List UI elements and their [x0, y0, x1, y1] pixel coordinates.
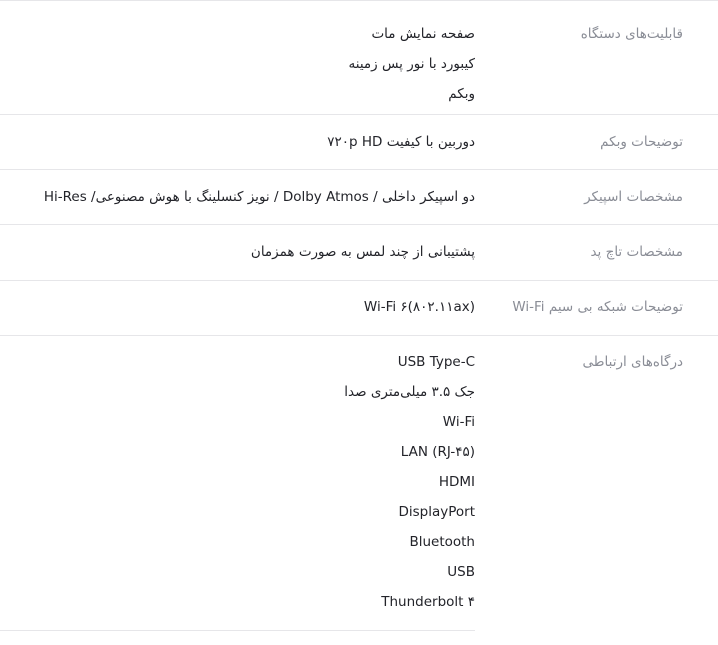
spec-value: Thunderbolt ۴	[381, 594, 475, 610]
spec-value: LAN (RJ-۴۵)	[400, 444, 475, 460]
spec-value: صفحه نمایش مات	[371, 26, 475, 42]
spec-values	[0, 127, 475, 157]
spec-row-webcam	[0, 115, 718, 170]
spec-value: کیبورد با نور پس زمینه	[348, 56, 475, 72]
spec-value: دوربین با کیفیت ۷۲۰p HD	[327, 134, 475, 150]
spec-value: دو اسپیکر داخلی / Dolby Atmos / نویز کنسلینگ با هوش مصنوعی/ Hi-Res	[43, 189, 475, 205]
spec-values	[0, 292, 475, 322]
spec-row-speaker	[0, 170, 718, 225]
spec-row-ports	[0, 336, 718, 631]
spec-label: توضیحات شبکه بی سیم Wi-Fi	[512, 299, 683, 315]
spec-label: مشخصات اسپیکر	[584, 189, 683, 205]
spec-row-touchpad	[0, 225, 718, 281]
spec-value: HDMI	[438, 474, 475, 490]
spec-value: USB Type-C	[397, 354, 475, 370]
spec-values	[0, 237, 475, 267]
spec-row-device-features	[0, 0, 718, 115]
spec-value: پشتیبانی از چند لمس به صورت همزمان	[250, 244, 475, 260]
spec-value: Wi-Fi ۶(۸۰۲.۱۱ax)	[363, 299, 475, 315]
spec-row-wifi	[0, 281, 718, 336]
spec-value: Bluetooth	[409, 534, 475, 550]
spec-value: وبکم	[448, 86, 475, 102]
spec-values	[0, 347, 475, 617]
spec-label: قابلیت‌های دستگاه	[580, 26, 683, 42]
spec-label: مشخصات تاچ پد	[590, 244, 683, 260]
spec-values	[0, 182, 475, 212]
spec-value: Wi-Fi	[442, 414, 475, 430]
spec-value: USB	[447, 564, 475, 580]
spec-label: درگاه‌های ارتباطی	[582, 354, 683, 370]
spec-value: جک ۳.۵ میلی‌متری صدا	[344, 384, 475, 400]
spec-values	[0, 19, 475, 109]
spec-label: توضیحات وبکم	[600, 134, 683, 150]
spec-value: DisplayPort	[398, 504, 475, 520]
divider	[0, 630, 475, 631]
